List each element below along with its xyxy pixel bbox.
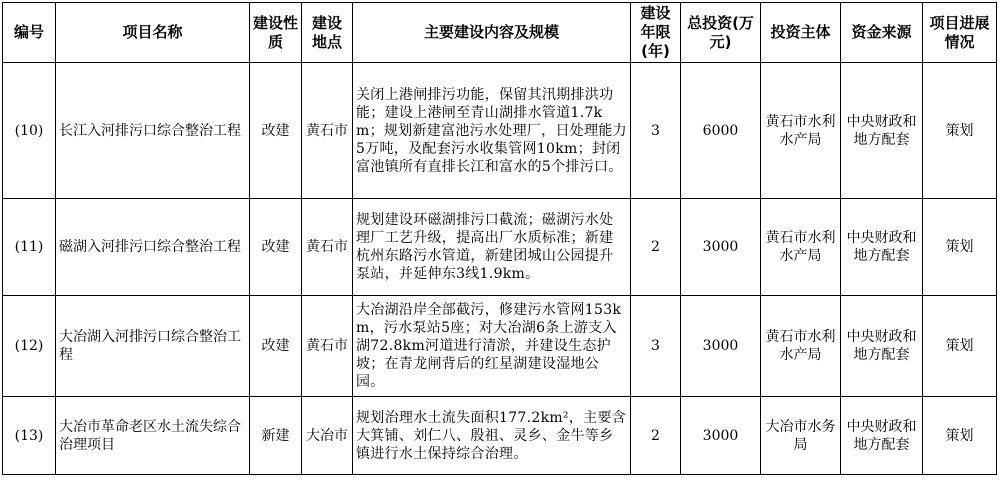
header-funding: 资金来源 <box>841 3 923 63</box>
header-investor: 投资主体 <box>761 3 841 63</box>
header-row <box>3 3 997 63</box>
project-nature: 改建 <box>250 199 302 296</box>
table-row <box>3 63 997 199</box>
project-investor: 黄石市水利水产局 <box>761 199 841 296</box>
project-investor: 大冶市水务局 <box>761 397 841 475</box>
project-years: 2 <box>631 397 681 475</box>
project-table <box>2 2 997 475</box>
project-content: 关闭上港闸排污功能，保留其汛期排洪功能；建设上港闸至青山湖排水管道1.7km；规划新建富池污水处理厂，日处理能力5万吨，及配套污水收集管网10km；封闭富池镇所有直排长江和富水的5个排污口。 <box>353 63 631 199</box>
project-location: 黄石市 <box>302 63 353 199</box>
project-nature: 新建 <box>250 397 302 475</box>
project-progress: 策划 <box>923 199 997 296</box>
project-progress: 策划 <box>923 397 997 475</box>
table-row <box>3 397 997 475</box>
header-years: 建设年限(年) <box>631 3 681 63</box>
project-investment: 3000 <box>681 397 761 475</box>
project-name: 磁湖入河排污口综合整治工程 <box>56 199 250 296</box>
project-investor: 黄石市水利水产局 <box>761 63 841 199</box>
header-content: 主要建设内容及规模 <box>353 3 631 63</box>
project-funding: 中央财政和地方配套 <box>841 296 923 397</box>
project-years: 2 <box>631 199 681 296</box>
project-content: 大冶湖沿岸全部截污，修建污水管网153km，污水泵站5座；对大冶湖6条上游支入湖72.8km河道进行清淤，并建设生态护坡；在青龙闸背后的红星湖建设湿地公园。 <box>353 296 631 397</box>
project-years: 3 <box>631 63 681 199</box>
project-nature: 改建 <box>250 296 302 397</box>
header-location: 建设地点 <box>302 3 353 63</box>
project-years: 3 <box>631 296 681 397</box>
header-investment: 总投资(万元) <box>681 3 761 63</box>
project-progress: 策划 <box>923 63 997 199</box>
project-investment: 6000 <box>681 63 761 199</box>
project-name: 长江入河排污口综合整治工程 <box>56 63 250 199</box>
project-investor: 黄石市水利水产局 <box>761 296 841 397</box>
project-investment: 3000 <box>681 296 761 397</box>
project-nature: 改建 <box>250 63 302 199</box>
project-content: 规划建设环磁湖排污口截流；磁湖污水处理厂工艺升级，提高出厂水质标准；新建杭州东路污水管道，新建团城山公园提升泵站，并延伸东3线1.9km。 <box>353 199 631 296</box>
project-content: 规划治理水土流失面积177.2km²，主要含大箕铺、刘仁八、殷祖、灵乡、金牛等乡镇进行水土保持综合治理。 <box>353 397 631 475</box>
header-nature: 建设性质 <box>250 3 302 63</box>
project-number: (12) <box>3 296 56 397</box>
project-number: (10) <box>3 63 56 199</box>
project-funding: 中央财政和地方配套 <box>841 63 923 199</box>
project-location: 黄石市 <box>302 296 353 397</box>
project-funding: 中央财政和地方配套 <box>841 397 923 475</box>
project-location: 黄石市 <box>302 199 353 296</box>
project-location: 大冶市 <box>302 397 353 475</box>
project-investment: 3000 <box>681 199 761 296</box>
project-name: 大冶市革命老区水土流失综合治理项目 <box>56 397 250 475</box>
project-name: 大冶湖入河排污口综合整治工程 <box>56 296 250 397</box>
header-progress: 项目进展情况 <box>923 3 997 63</box>
project-funding: 中央财政和地方配套 <box>841 199 923 296</box>
project-number: (13) <box>3 397 56 475</box>
table-row <box>3 199 997 296</box>
header-name: 项目名称 <box>56 3 250 63</box>
header-number: 编号 <box>3 3 56 63</box>
table-row <box>3 296 997 397</box>
project-progress: 策划 <box>923 296 997 397</box>
project-number: (11) <box>3 199 56 296</box>
